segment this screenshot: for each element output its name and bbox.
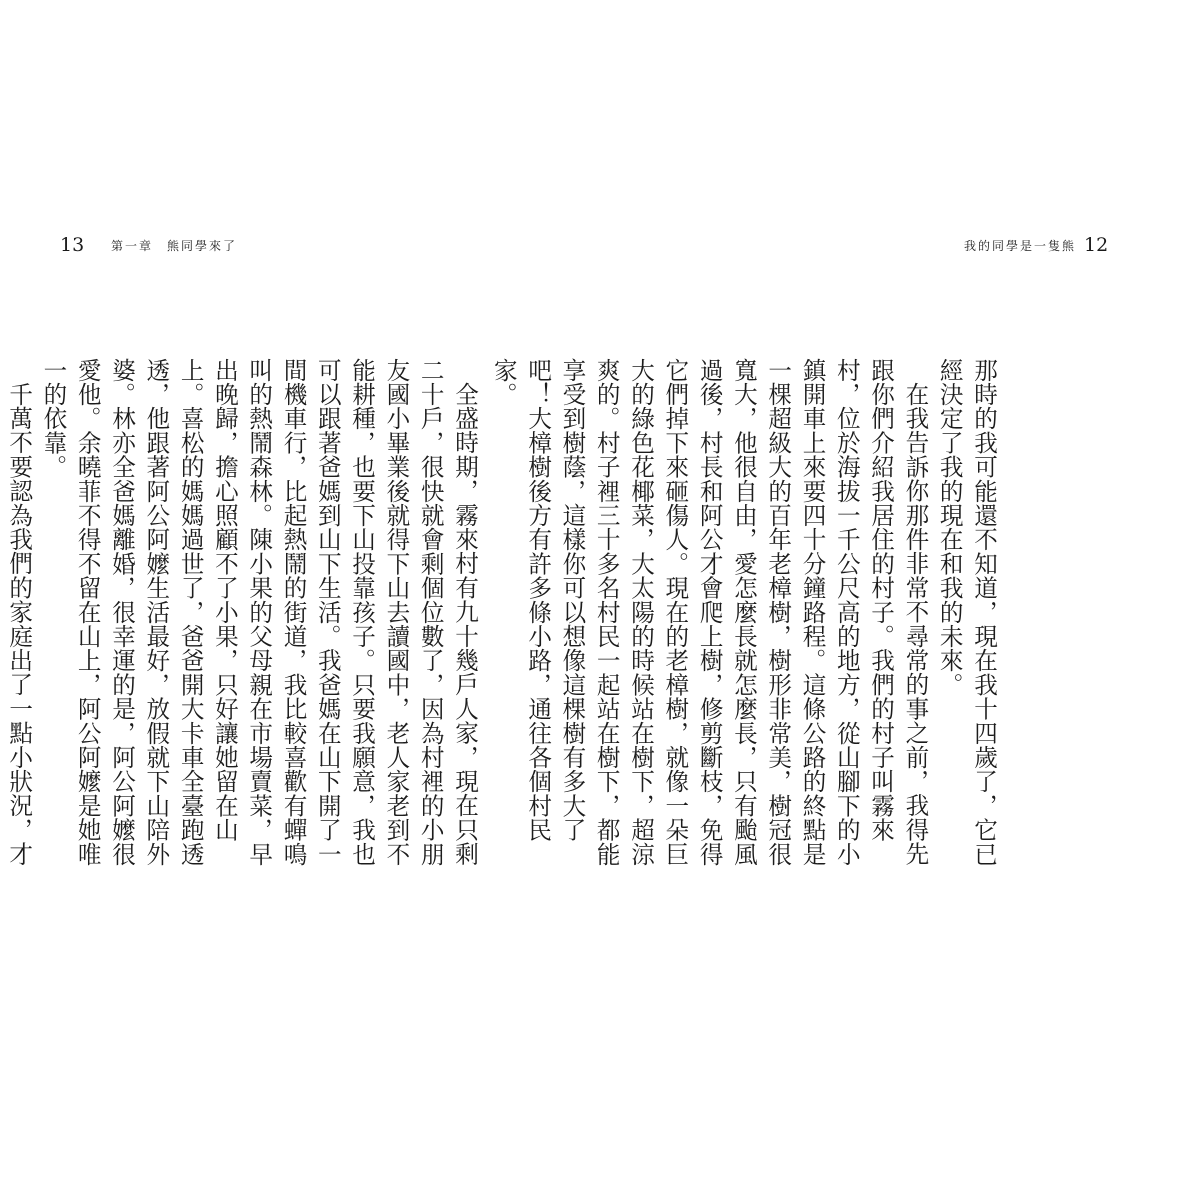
page-number-left: 13	[60, 234, 85, 256]
paragraph: 那時的我可能還不知道，現在我十四歲了，它已經決定了我的現在和我的未來。	[935, 358, 998, 867]
running-head-right: 我的同學是一隻熊	[964, 239, 1077, 253]
body-text-right	[489, 358, 1001, 878]
paragraph: 全盛時期，霧來村有九十幾戶人家，現在只剩二十戶，很快就會剩個位數了，因為村裡的小朋友國小畢業後就得下山去讀國中，老人家老到不能耕種，也要下山投靠孩子。只要我願意，我也可以跟著爸媽到山下生活。我爸媽在山下開了一間機車行，比起熱鬧的街道，我比較喜歡有蟬鳴叫的熱鬧森林。陳小果的父母親在市場賣菜，早出晚歸，擔心照顧不了小果，只好讓她留在山上。喜松的媽媽過世了，爸爸開大卡車全臺跑透透，他跟著阿公阿嬤生活最好，放假就下山陪外婆。林亦全爸媽離婚，很幸運的是，阿公阿嬤很愛他。余曉菲不得不留在山上，阿公阿嬤是她唯一的依靠。	[39, 358, 479, 867]
paragraph: 千萬不要認為我們的家庭出了一點小狀況，才	[5, 381, 34, 866]
paragraph: 在我告訴你那件非常不尋常的事之前，我得先跟你們介紹我居住的村子。我們的村子叫霧來村，位於海拔一千公尺高的地方，從山腳下的小鎮開車上來要四十分鐘路程。這條公路的終點是一棵超級大的百年老樟樹，樹形非常美，樹冠很寬大，他很自由，愛怎麼長就怎麼長，只有颱風過後，村長和阿公才會爬上樹，修剪斷枝，免得它們掉下來砸傷人。現在的老樟樹，就像一朵巨大的綠色花椰菜，大太陽的時候站在樹下，超涼爽的。村子裡三十多名村民一起站在樹下，都能享受到樹蔭，這樣你可以想像這棵樹有多大了吧！大樟樹後方有許多條小路，通往各個村民家。	[489, 358, 930, 867]
page-number-right: 12	[1084, 234, 1109, 256]
body-text-left	[5, 358, 482, 878]
running-head-left: 第一章 熊同學來了	[111, 239, 238, 253]
